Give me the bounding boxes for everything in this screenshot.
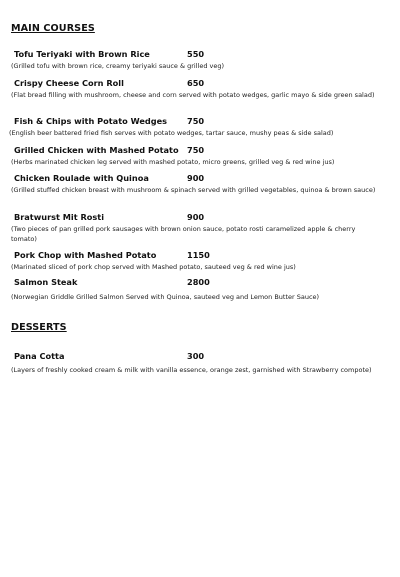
item-description: (Grilled stuffed chicken breast with mushroom & spinach served with grilled vegetables, quinoa & brown sauce) xyxy=(11,186,376,194)
item-price: 750 xyxy=(187,145,205,155)
item-name: Tofu Teriyaki with Brown Rice xyxy=(14,49,150,59)
item-price: 900 xyxy=(187,212,205,222)
item-name: Salmon Steak xyxy=(14,277,78,287)
item-description: (Layers of freshly cooked cream & milk with vanilla essence, orange zest, garnished with Strawberry compote) xyxy=(11,366,372,374)
item-price: 650 xyxy=(187,78,205,88)
item-description: (Marinated sliced of pork chop served with Mashed potato, sauteed veg & red wine jus) xyxy=(11,263,296,271)
section-title-main-courses: MAIN COURSES xyxy=(11,23,95,34)
item-price: 1150 xyxy=(187,250,210,260)
item-price: 550 xyxy=(187,49,205,59)
item-name: Fish & Chips with Potato Wedges xyxy=(14,116,168,126)
item-price: 300 xyxy=(187,351,205,361)
item-name: Bratwurst Mit Rosti xyxy=(14,212,105,222)
item-description: (Herbs marinated chicken leg served with mashed potato, micro greens, grilled veg & red wine jus) xyxy=(11,158,335,166)
item-name: Pork Chop with Mashed Potato xyxy=(14,250,157,260)
item-description: (Flat bread filling with mushroom, cheese and corn served with potato wedges, garlic mayo & side green salad) xyxy=(11,91,375,99)
item-price: 2800 xyxy=(187,277,210,287)
item-price: 900 xyxy=(187,173,205,183)
item-description: (Norwegian Griddle Grilled Salmon Served with Quinoa, sauteed veg and Lemon Butter Sauce) xyxy=(11,293,320,301)
section-title-desserts: DESSERTS xyxy=(11,322,67,333)
item-name: Grilled Chicken with Mashed Potato xyxy=(14,145,179,155)
item-price: 750 xyxy=(187,116,205,126)
item-description: (Grilled tofu with brown rice, creamy teriyaki sauce & grilled veg) xyxy=(11,62,225,70)
item-description: (English beer battered fried fish serves with potato wedges, tartar sauce, mushy peas & side salad) xyxy=(9,129,334,137)
item-name: Crispy Cheese Corn Roll xyxy=(14,78,124,88)
item-name: Chicken Roulade with Quinoa xyxy=(14,173,149,183)
item-description: (Two pieces of pan grilled pork sausages with brown onion sauce, potato rosti caramelized apple & cherry tomato) xyxy=(11,225,356,243)
item-name: Pana Cotta xyxy=(14,351,65,361)
